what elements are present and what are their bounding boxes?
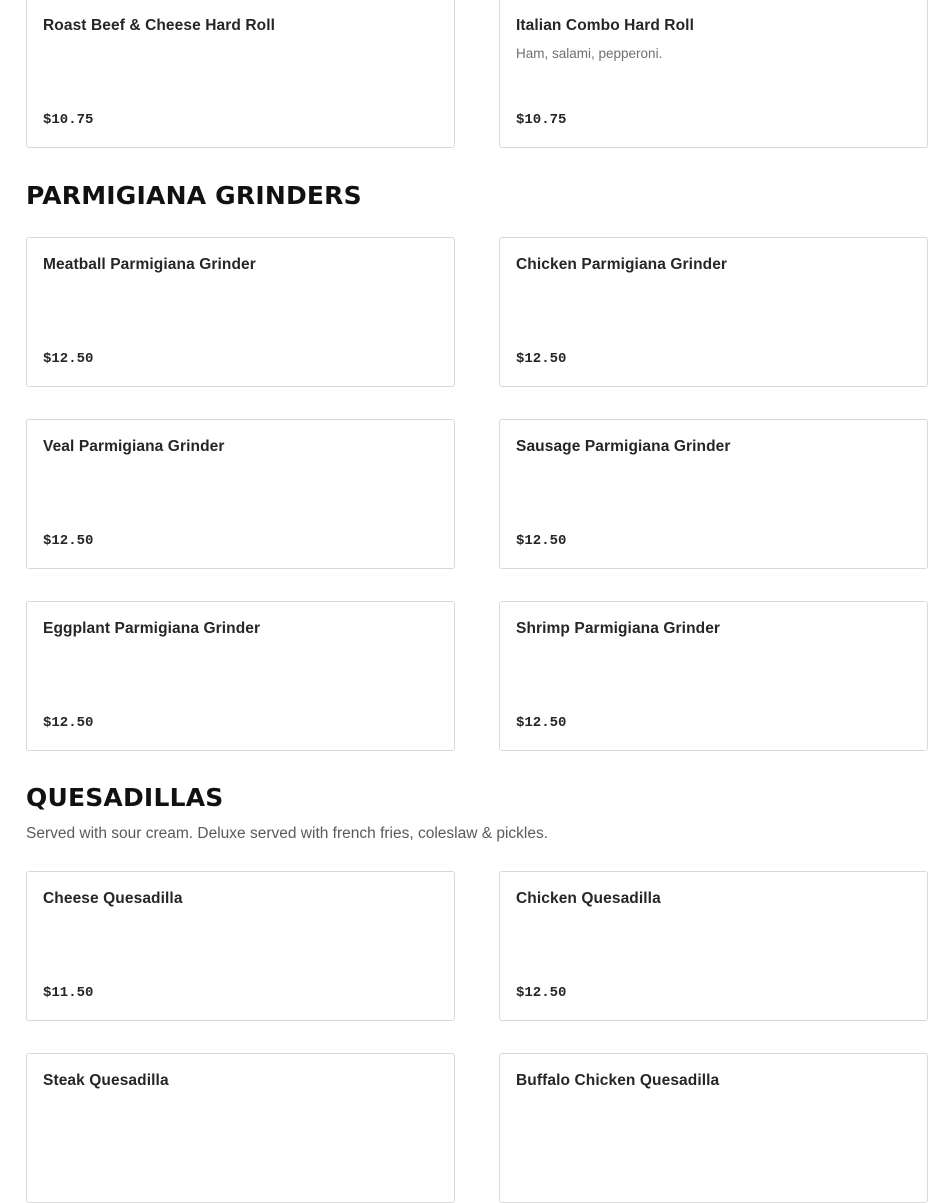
- section-title-parmigiana: PARMIGIANA GRINDERS: [26, 181, 362, 210]
- menu-item-price: $10.75: [43, 112, 94, 128]
- section-subtitle-quesadillas: Served with sour cream. Deluxe served with french fries, coleslaw & pickles.: [26, 825, 549, 842]
- menu-item-name: Chicken Quesadilla: [516, 890, 661, 907]
- menu-item-card[interactable]: [499, 237, 928, 387]
- menu-item-price: $12.50: [43, 351, 94, 367]
- menu-item-card[interactable]: [26, 871, 455, 1021]
- menu-item-name: Chicken Parmigiana Grinder: [516, 256, 728, 273]
- menu-item-name: Steak Quesadilla: [43, 1072, 169, 1089]
- menu-item-card[interactable]: [499, 419, 928, 569]
- menu-item-name: Italian Combo Hard Roll: [516, 17, 694, 34]
- menu-item-card[interactable]: [499, 601, 928, 751]
- menu-item-description: Ham, salami, pepperoni.: [516, 46, 663, 61]
- menu-item-card[interactable]: [26, 419, 455, 569]
- menu-item-name: Shrimp Parmigiana Grinder: [516, 620, 721, 637]
- menu-item-card[interactable]: [499, 871, 928, 1021]
- menu-item-price: $11.50: [43, 985, 94, 1001]
- menu-item-name: Eggplant Parmigiana Grinder: [43, 620, 261, 637]
- menu-item-card[interactable]: [26, 1053, 455, 1203]
- menu-item-price: $10.75: [516, 112, 567, 128]
- menu-item-card[interactable]: [26, 601, 455, 751]
- menu-item-card[interactable]: [499, 0, 928, 148]
- menu-item-price: $12.50: [516, 715, 567, 731]
- menu-item-name: Roast Beef & Cheese Hard Roll: [43, 17, 276, 34]
- menu-item-card[interactable]: [26, 237, 455, 387]
- menu-item-price: $12.50: [516, 985, 567, 1001]
- menu-item-price: $12.50: [516, 351, 567, 367]
- menu-item-price: $12.50: [43, 715, 94, 731]
- menu-item-card[interactable]: [26, 0, 455, 148]
- menu-item-name: Sausage Parmigiana Grinder: [516, 438, 731, 455]
- menu-item-card[interactable]: [499, 1053, 928, 1203]
- menu-item-price: $12.50: [516, 533, 567, 549]
- menu-item-name: Cheese Quesadilla: [43, 890, 183, 907]
- section-title-quesadillas: QUESADILLAS: [26, 783, 224, 812]
- menu-item-name: Buffalo Chicken Quesadilla: [516, 1072, 720, 1089]
- menu-item-price: $12.50: [43, 533, 94, 549]
- menu-item-name: Meatball Parmigiana Grinder: [43, 256, 256, 273]
- menu-item-name: Veal Parmigiana Grinder: [43, 438, 225, 455]
